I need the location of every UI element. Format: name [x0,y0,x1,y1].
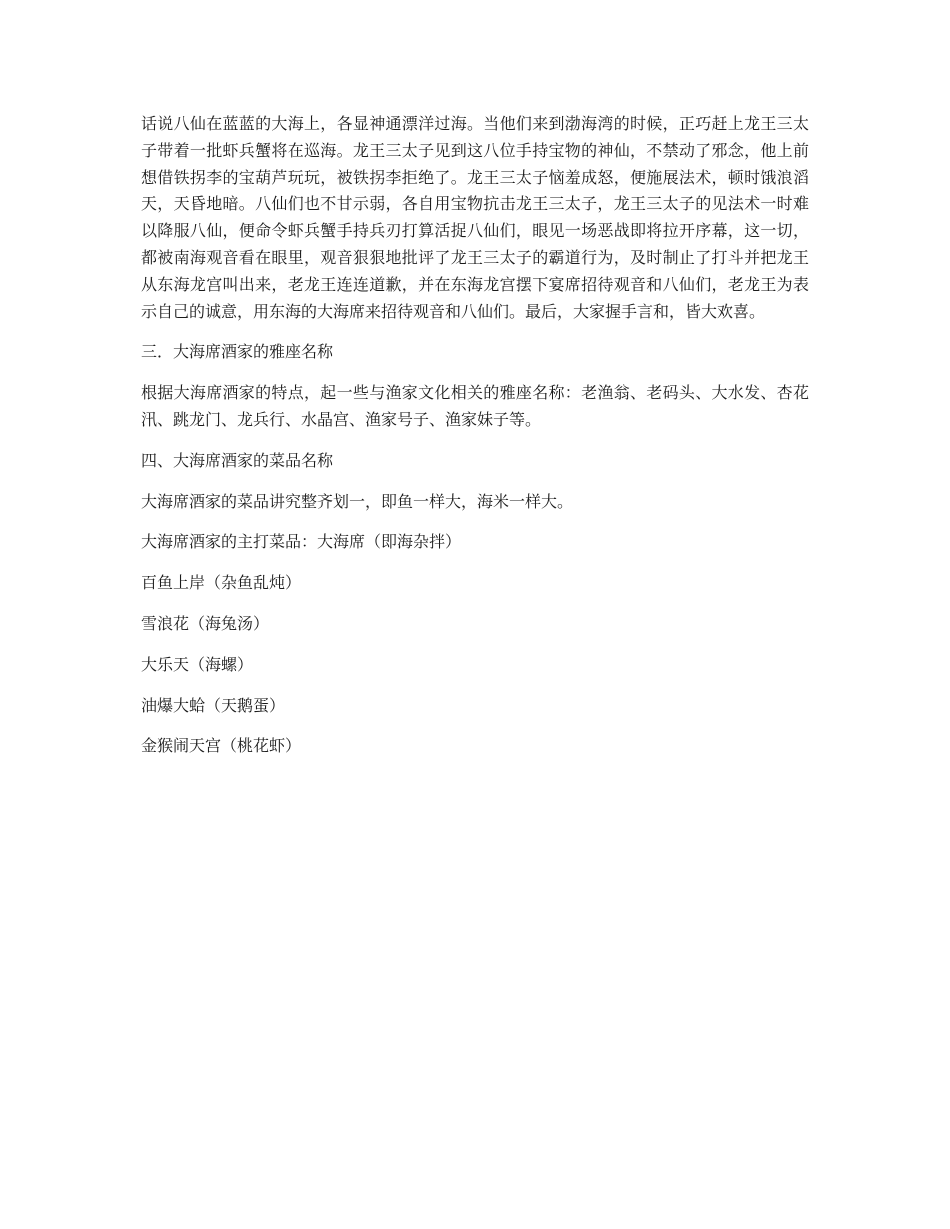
dish-line: 雪浪花（海兔汤） [141,613,270,633]
dish-line: 百鱼上岸（杂鱼乱炖） [141,573,302,593]
story-paragraph: 话说八仙在蓝蓝的大海上，各显神通漂洋过海。当他们来到渤海湾的时候，正巧赶上龙王三太子带着一批虾兵蟹将在巡海。龙王三太子见到这八位手持宝物的神仙，不禁动了邪念，他上前想借铁拐李的宝葫芦玩玩，被铁拐李拒绝了。龙王三太子恼羞成怒，便施展法术，顿时饿浪滔天，天昏地暗。八仙们也不甘示弱，各自用宝物抗击龙王三太子，龙王三太子的见法术一时难以降服八仙，便命令虾兵蟹手持兵刃打算活捉八仙们，眼见一场恶战即将拉开序幕，这一切，都被南海观音看在眼里，观音狠狠地批评了龙王三太子的霸道行为，及时制止了打斗并把龙王从东海龙宫叫出来，老龙王连连道歉，并在东海龙宫摆下宴席招待观音和八仙们，老龙王为表示自己的诚意，用东海的大海席来招待观音和八仙们。最后，大家握手言和，皆大欢喜。 [141,114,809,321]
dish-line: 金猴闹天宫（桃花虾） [141,736,302,756]
dishes-intro-paragraph: 大海席酒家的菜品讲究整齐划一，即鱼一样大，海米一样大。 [141,491,574,511]
section-heading-dishes: 四、大海席酒家的菜品名称 [141,450,334,470]
dish-line: 油爆大蛤（天鹅蛋） [141,695,286,715]
dish-line: 大乐天（海螺） [141,654,254,674]
document-body [141,111,809,774]
seating-names-paragraph: 根据大海席酒家的特点，起一些与渔家文化相关的雅座名称：老渔翁、老码头、大水发、杏花汛、跳龙门、龙兵行、水晶宫、渔家号子、渔家妹子等。 [141,383,809,429]
signature-dish-line: 大海席酒家的主打菜品：大海席（即海杂拌） [141,532,462,552]
section-heading-seating: 三．大海席酒家的雅座名称 [141,342,334,362]
